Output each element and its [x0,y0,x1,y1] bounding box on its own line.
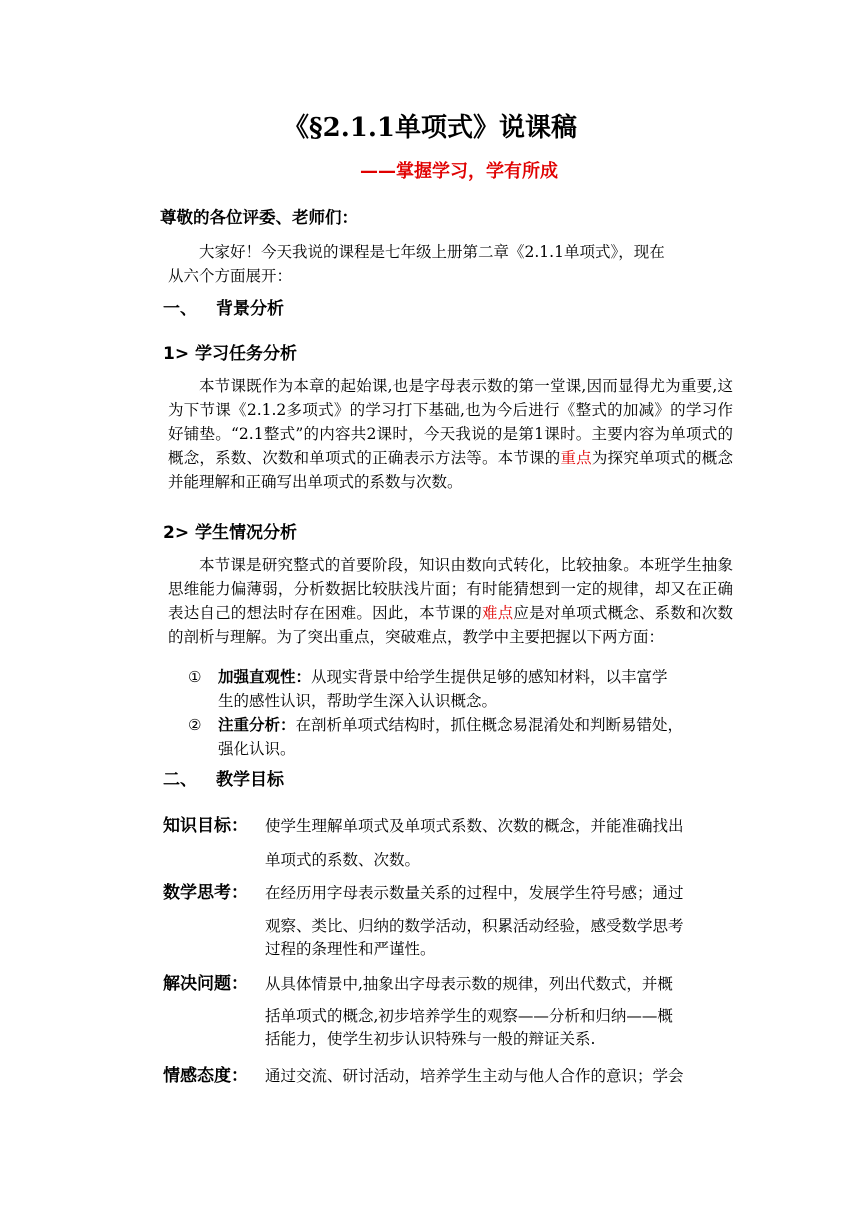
goal-label: 知识目标： [163,816,248,836]
section-2-title: 教学目标 [216,770,284,790]
goal-line: 从具体情景中,抽象出字母表示数的规律，列出代数式，并概 [265,975,673,993]
section-2-number: 二、 [163,770,197,790]
task-analysis-text: 本节课既作为本章的起始课,也是字母表示数的第一堂课,因而显得尤为重要,这为下节课《2.1.2多项式》的学习打下基础,也为今后进行《整式的加减》的学习作好铺垫。“2.1整式”的内容共2课时，今天我说的是第1课时。主要内容为单项式的概念，系数、次数和单项式的正确表示方法等。本节课的 [168,377,733,467]
goal-label: 数学思考： [163,883,248,903]
difficulty-highlight: 难点 [481,604,514,622]
student-analysis-text: 本节课是研究整式的首要阶段，知识由数向式转化，比较抽象。本班学生抽象思维能力偏薄弱，分析数据比较肤浅片面；有时能猜想到一定的规律，却又在正确表达自己的想法时存在困难。因此，本节课的 [168,556,733,622]
task-analysis-paragraph [168,374,733,494]
goal-label: 情感态度： [163,1066,248,1086]
document-subtitle: ——掌握学习，学有所成 [360,161,558,182]
list-item [188,665,733,713]
student-analysis-text-end: 应是对单项式概念、系数和次数的剖析与理解。为了突出重点，突破难点，教学中主要把握以下两方面： [168,604,733,646]
intro-line-1: 大家好！今天我说的课程是七年级上册第二章《2.1.1单项式》，现在 [199,243,665,261]
section-1-heading [163,296,284,322]
goal-line: 使学生理解单项式及单项式系数、次数的概念，并能准确找出 [265,817,684,835]
list-item-1-line-2: 生的感性认识，帮助学生深入认识概念。 [218,692,498,710]
goal-line: 括能力，使学生初步认识特殊与一般的辩证关系. [265,1030,596,1048]
goal-line: 观察、类比、归纳的数学活动，积累活动经验，感受数学思考 [265,917,684,935]
list-item-2-line-1: 在剖析单项式结构时，抓住概念易混淆处和判断易错处， [295,716,684,734]
list-item-1-label: 加强直观性： [218,668,312,686]
section-2-heading [163,767,284,793]
list-item [188,713,733,761]
section-1-title: 背景分析 [216,299,284,319]
student-analysis-paragraph [168,553,733,649]
goal-line: 过程的条理性和严谨性。 [265,940,436,958]
list-item-1-line-1: 从现实背景中给学生提供足够的感知材料，以丰富学 [311,668,668,686]
list-item-2-line-2: 强化认识。 [218,740,296,758]
goal-line: 通过交流、研讨活动，培养学生主动与他人合作的意识；学会 [265,1067,684,1085]
intro-paragraph [168,240,733,288]
list-marker-2: ② [188,716,202,734]
task-analysis-text-end: 为探究单项式的概念并能理解和正确写出单项式的系数与次数。 [168,449,733,491]
goal-line: 单项式的系数、次数。 [265,851,421,869]
section-1-number: 一、 [163,299,197,319]
goal-label: 解决问题： [163,974,248,994]
goal-line: 括单项式的概念,初步培养学生的观察——分析和归纳——概 [265,1007,673,1025]
subsection-2-heading: 2> 学生情况分析 [163,523,297,543]
goal-line: 在经历用字母表示数量关系的过程中，发展学生符号感；通过 [265,884,684,902]
list-item-2-label: 注重分析： [218,716,296,734]
intro-line-2: 从六个方面展开： [168,267,293,285]
document-title: 《§2.1.1单项式》说课稿 [283,113,577,143]
greeting: 尊敬的各位评委、老师们： [160,208,358,227]
key-point-highlight: 重点 [560,449,592,467]
subsection-1-heading: 1> 学习任务分析 [163,344,297,364]
list-marker-1: ① [188,668,202,686]
